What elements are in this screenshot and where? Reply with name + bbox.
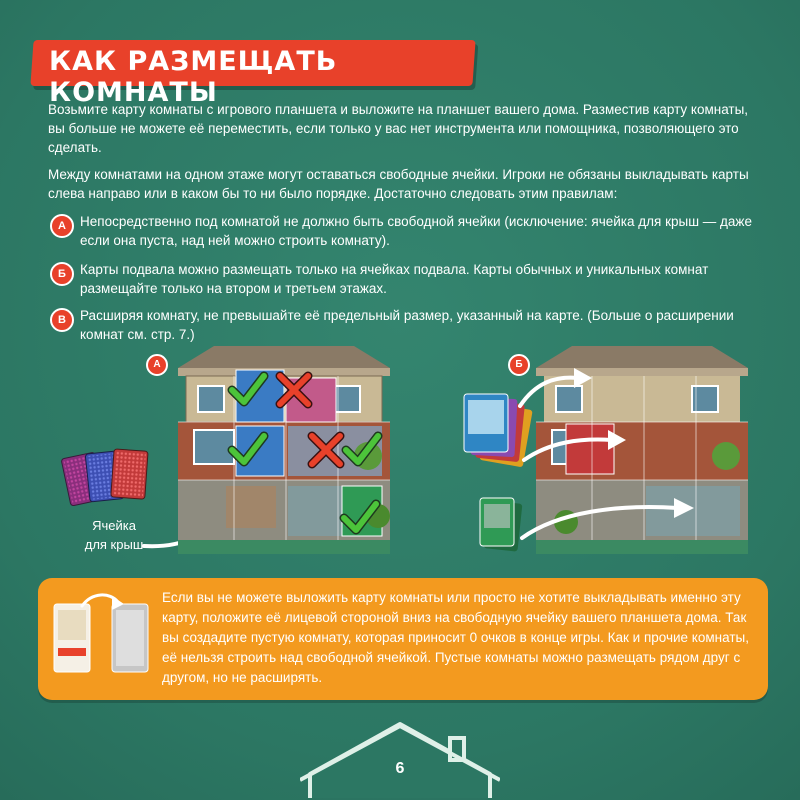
diagram-b-badge: Б [508,354,530,376]
flip-card-illustration [52,590,152,686]
page-number: 6 [395,760,405,777]
cross-icon [272,368,316,412]
check-icon [226,368,270,412]
arrow-to-top-floor [516,362,596,412]
roof-cell-caption-line-2: для крыш [84,537,144,552]
info-box-text: Если вы не можете выложить карту комнаты или просто не хотите выкладывать именно эту карту, положите её лицевой стороной вниз на свободную ячейку вашего планшета дома. Так вы создадите пустую комнату, которая приносит 0 очков в конце игры. Как и прочие комнаты, её нельзя строить над свободной ячейкой. Пустые комнаты можно размещать рядом друг с другом, но не расширять. [162,590,749,685]
rule-badge-b: Б [50,262,74,286]
paragraph-intro: Возьмите карту комнаты с игрового планшета и выложите на планшет вашего дома. Разместив карту комнаты, вы больше не можете её переместить, если только у вас нет инструмента или помощника, позволяющего это сделать. [48,102,749,155]
paragraph-rules-intro: Между комнатами на одном этаже могут оставаться свободные ячейки. Игроки не обязаны выкладывать карты слева направо или в каком бы то ни было порядке. Достаточно следовать этим правилам: [48,167,749,201]
rule-text-c: Расширяя комнату, не превышайте её предельный размер, указанный на карте. (Больше о расширении комнат см. стр. 7.) [80,308,734,342]
arrow-to-middle-floor [520,420,630,470]
house-outline-decoration [300,718,500,800]
roof-cell-caption-line-1: Ячейка [92,518,136,533]
page-title: КАК РАЗМЕЩАТЬ КОМНАТЫ [49,46,338,108]
rule-badge-a: А [50,214,74,238]
diagram-a-badge: А [146,354,168,376]
rule-text-a: Непосредственно под комнатой не должно быть свободной ячейки (исключение: ячейка для крыш — даже если она пуста, над ней можно строить комнату). [80,214,752,248]
check-icon [226,428,270,472]
check-icon [338,496,382,540]
title-banner [30,40,475,108]
rule-badge-c: В [50,308,74,332]
rule-text-b: Карты подвала можно размещать только на ячейках подвала. Карты обычных и уникальных комнат размещайте только на втором и третьем этажах. [80,262,709,296]
check-icon [340,428,384,472]
arrow-to-basement [518,494,698,544]
